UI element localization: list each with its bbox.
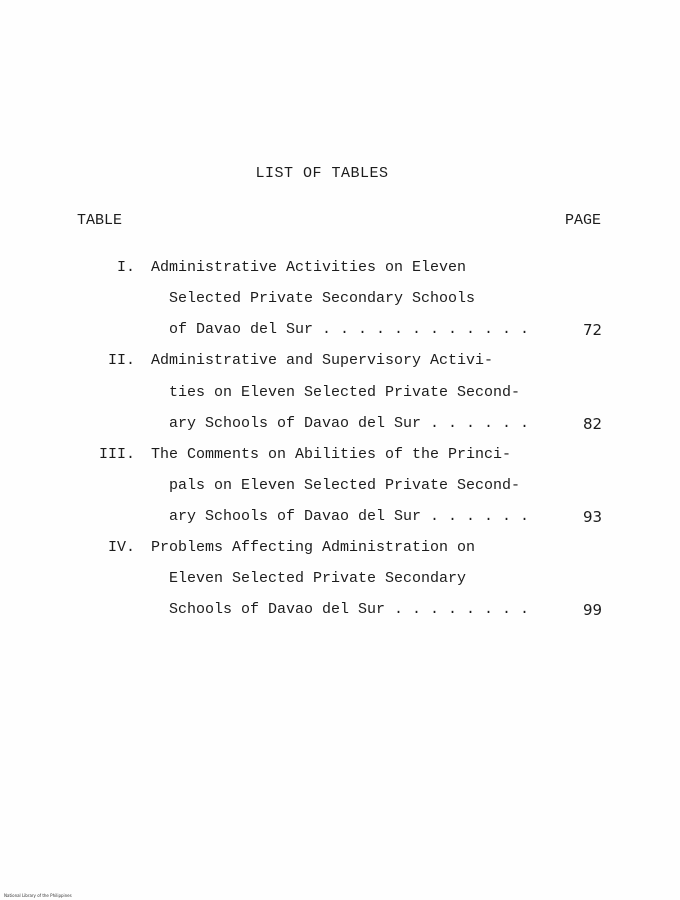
page-number: 99 (583, 601, 603, 619)
page-column-header: PAGE (565, 212, 602, 229)
table-title-line: Selected Private Secondary Schools (169, 290, 476, 307)
table-title-line: ary Schools of Davao del Sur . . . . . . (169, 415, 530, 432)
table-number: II. (107, 352, 135, 369)
table-title-line: ties on Eleven Selected Private Second- (169, 384, 521, 401)
table-title-line: Schools of Davao del Sur . . . . . . . . (169, 601, 530, 618)
table-title-line: of Davao del Sur . . . . . . . . . . . . (169, 321, 530, 338)
table-title-line: ary Schools of Davao del Sur . . . . . . (169, 508, 530, 525)
page-number: 72 (583, 321, 603, 339)
table-number: I. (116, 259, 135, 276)
page-number: 93 (583, 508, 603, 526)
table-number: III. (98, 446, 135, 463)
table-column-header: TABLE (77, 212, 123, 229)
table-title-line: Eleven Selected Private Secondary (169, 570, 467, 587)
scan-footer-text: National Library of the Philippines (4, 893, 72, 898)
page-title: LIST OF TABLES (255, 165, 389, 182)
table-number: IV. (107, 539, 135, 556)
table-title-line: The Comments on Abilities of the Princi- (151, 446, 512, 463)
page-number: 82 (583, 415, 603, 433)
table-title-line: Administrative Activities on Eleven (151, 259, 467, 276)
table-title-line: Administrative and Supervisory Activi- (151, 352, 494, 369)
table-title-line: Problems Affecting Administration on (151, 539, 476, 556)
table-title-line: pals on Eleven Selected Private Second- (169, 477, 521, 494)
